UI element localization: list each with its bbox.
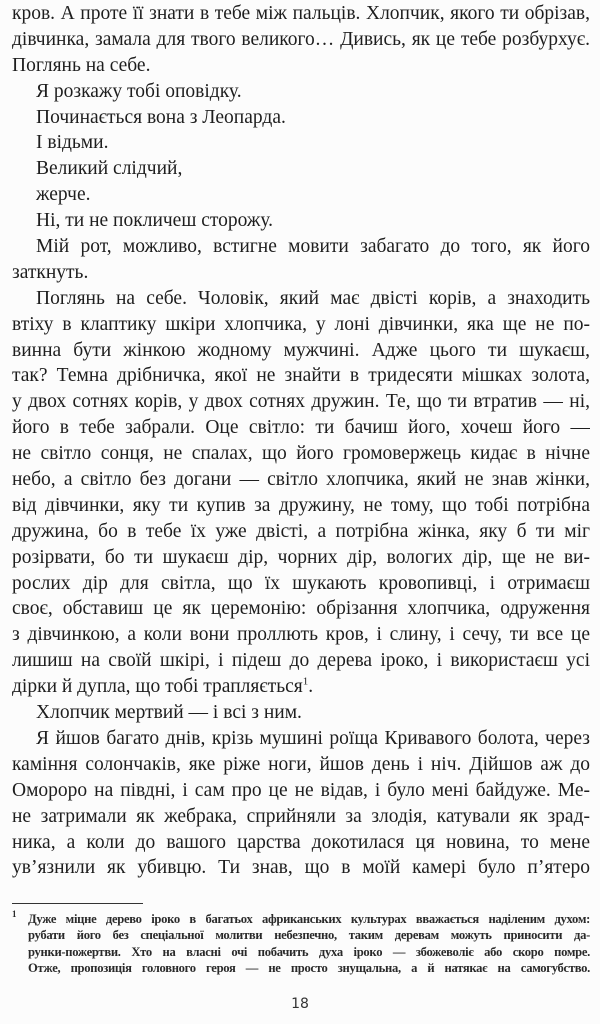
footnote bbox=[12, 911, 590, 977]
text-line: втіху в клаптику шкіри хлопчика, у лоні дівчинки, яка ще не по- bbox=[12, 313, 590, 335]
text-line: заткнуть. bbox=[12, 261, 89, 283]
text-line: дружина, бо в тебе їх уже двісті, а потрібна жінка, яку б ти міг bbox=[12, 520, 590, 542]
text-line: Хлопчик мертвий — і всі з ним. bbox=[36, 702, 302, 724]
page-number: 18 bbox=[291, 996, 309, 1012]
text-line: Мій рот, можливо, встигне мовити забагато до того, як його bbox=[36, 236, 590, 258]
footnote-line: Отже, пропозиція головного героя — не просто знущальна, а й натякає на самогубство. bbox=[28, 961, 590, 976]
text-line: ника, а коли до вашого царства докотилася ця новина, то мене bbox=[12, 831, 590, 853]
footnote-marker: 1 bbox=[12, 909, 17, 919]
text-line: винна бути жінкою жодному мужчині. Адже цього ти шукаєш, bbox=[12, 339, 590, 361]
text-line-tail: . bbox=[308, 676, 314, 698]
text-line: І відьми. bbox=[36, 132, 109, 154]
text-line: не затримали як жебрака, сприйняли за злодія, катували як зрад- bbox=[12, 805, 590, 827]
footnote-reference[interactable]: 1 bbox=[302, 675, 309, 688]
text-line: не світло сонця, не спалах, що його громовержець кидає в нічне bbox=[12, 443, 590, 465]
text-line-main: дірки й дупла, що тобі трапляється bbox=[12, 676, 303, 698]
footnote-line: рунки-пожертви. Хто на власні очі побачить духа іроко — збожеволіє або скоро помре. bbox=[28, 944, 590, 959]
text-line: його в тебе забрали. Оце світло: ти бачиш його, хочеш його — bbox=[12, 417, 590, 439]
text-line: Починається вона з Леопарда. bbox=[36, 106, 286, 128]
text-line: Я розкажу тобі оповідку. bbox=[36, 80, 242, 102]
text-line: рослих дір для світла, що їх шукають кровопивці, і отримаєш bbox=[12, 572, 590, 594]
text-line: лишиш на своїй шкірі, і підеш до дерева іроко, і використаєш усі bbox=[12, 650, 590, 672]
footnote-line: Дуже міцне дерево іроко в багатьох африканських культурах вважається наділеним духом: bbox=[28, 912, 590, 926]
text-line: Ні, ти не покличеш сторожу. bbox=[36, 210, 274, 232]
footnote-line: рубати його без спеціальної молитви небезпечно, таким деревам можуть приносити да- bbox=[28, 928, 590, 943]
text-line: Поглянь на себе. bbox=[12, 54, 151, 76]
text-line: Я йшов багато днів, крізь мушині роїща Кривавого болота, через bbox=[36, 727, 590, 749]
text-line: ув’язнили як убивцю. Ти знав, що в моїй камері було п’ятеро bbox=[12, 857, 590, 879]
text-line: дівчинка, замала для твого великого… Дивись, як це тебе розбурхує. bbox=[12, 28, 590, 50]
text-line: розірвати, бо ти шукаєш дір, чорних дір, вологих дір, ще не ви- bbox=[12, 546, 590, 568]
text-line: небо, а світло без догани — світло хлопчика, який не знав жінки, bbox=[12, 469, 590, 491]
text-line: кров. А проте її знати в тебе між пальців. Хлопчик, якого ти обрізав, bbox=[12, 3, 590, 24]
text-line: так? Темна дрібничка, якої не знайти в тридесяти мішках золота, bbox=[12, 365, 590, 387]
text-line: Поглянь на себе. Чоловік, який має двісті корів, а знаходить bbox=[36, 287, 590, 309]
text-line: від дівчинки, яку ти купив за дружину, не тому, що тобі потрібна bbox=[12, 494, 590, 516]
text-line: жерче. bbox=[36, 184, 91, 206]
text-line: Омороро на півдні, і сам про це не відав, і було мені байдуже. Ме- bbox=[12, 779, 590, 801]
footnote-divider bbox=[12, 903, 143, 904]
text-line: Великий слідчий, bbox=[36, 158, 183, 180]
text-line: своє, обставиш це як церемонію: обрізання хлопчика, одруження bbox=[12, 598, 590, 620]
text-line: у двох сотнях корів, у двох сотнях дружин. Те, що ти втратив — ні, bbox=[12, 391, 590, 413]
text-line bbox=[12, 674, 590, 700]
body-text bbox=[12, 1, 590, 881]
text-line: з дівчинкою, а коли вони проллють кров, і слину, і сечу, ти все це bbox=[12, 624, 590, 646]
text-line: каміння солончаків, яке ріже ноги, йшов день і ніч. Дійшов аж до bbox=[12, 753, 590, 775]
